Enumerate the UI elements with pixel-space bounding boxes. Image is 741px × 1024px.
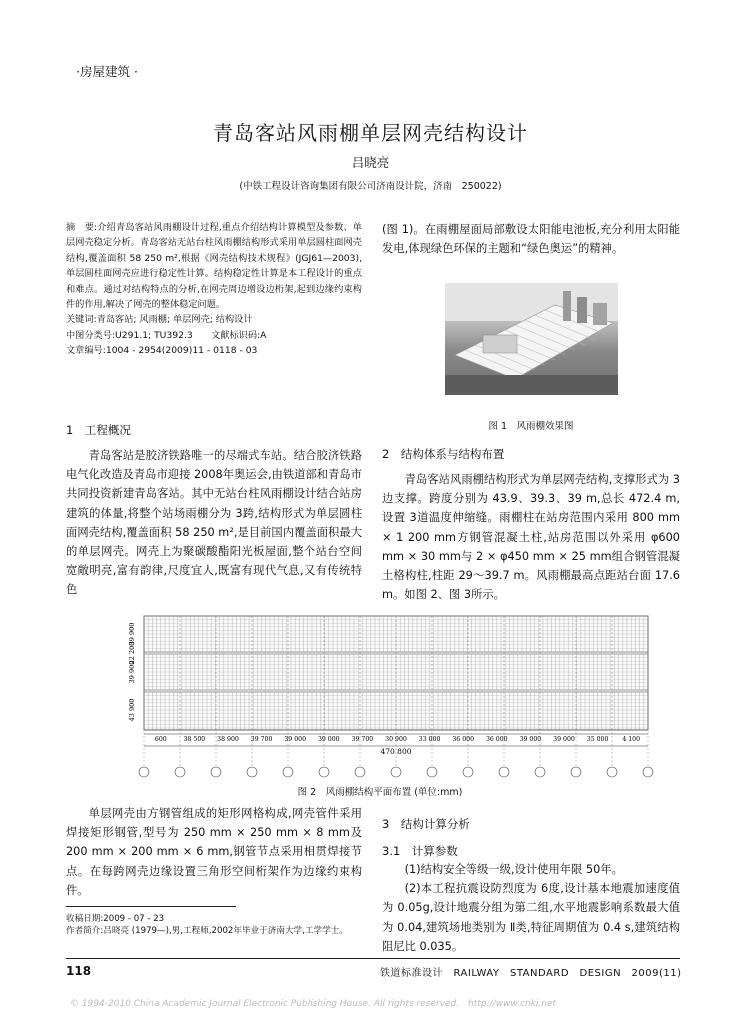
axis-bubble bbox=[463, 767, 473, 777]
figure-2-plan bbox=[100, 610, 660, 780]
axis-bubble bbox=[499, 767, 509, 777]
axis-bubble bbox=[427, 767, 437, 777]
bottom-dimension: 39 000 bbox=[553, 736, 575, 743]
left-dimension-labels bbox=[128, 623, 136, 722]
journal-name: 铁道标准设计 RAILWAY STANDARD DESIGN 2009(11) bbox=[380, 968, 682, 979]
axis-bubble bbox=[211, 767, 221, 777]
abstract-block bbox=[66, 220, 362, 359]
left-dimension: 43 900 bbox=[128, 698, 136, 722]
figure-1-rendering bbox=[445, 283, 618, 395]
bottom-dimension: 4 100 bbox=[622, 736, 641, 743]
section-2-body bbox=[382, 470, 680, 604]
bottom-dimension: 33 000 bbox=[418, 736, 441, 743]
author-bio: 作者简介:吕晓亮 (1979—),男,工程师,2002年毕业于济南大学,工学学士。 bbox=[66, 925, 348, 936]
bottom-dimension: 36 000 bbox=[485, 736, 508, 743]
article-number: 文章编号:1004 - 2954(2009)11 - 0118 - 03 bbox=[66, 345, 258, 357]
axis-bubble bbox=[283, 767, 293, 777]
keywords: 关键词:青岛客站; 风雨棚; 单层网壳; 结构设计 bbox=[66, 314, 253, 326]
footnote-divider bbox=[66, 906, 236, 907]
bottom-dimension: 39 000 bbox=[519, 736, 542, 743]
clc-number: 中图分类号:U291.1; TU392.3 文献标识码:A bbox=[66, 329, 267, 341]
bottom-dimension: 39 700 bbox=[250, 736, 273, 743]
axis-bubble bbox=[175, 767, 185, 777]
left-dimension: 22 200 bbox=[128, 641, 136, 665]
bottom-dimension: 38 900 bbox=[217, 736, 239, 743]
parameter-1: (1)结构安全等级一级,设计使用年限 50年。 bbox=[404, 863, 623, 876]
axis-bubble bbox=[139, 767, 149, 777]
author-affiliation: (中铁工程设计咨询集团有限公司济南设计院，济南 250022) bbox=[239, 181, 502, 192]
subsection-3-1-heading: 3.1 计算参数 bbox=[382, 844, 458, 858]
bottom-dimension: 38 500 bbox=[183, 736, 206, 743]
received-date: 收稿日期:2009 - 07 - 23 bbox=[66, 914, 165, 924]
axis-bubble bbox=[247, 767, 257, 777]
right-intro bbox=[382, 220, 680, 258]
axis-bubble bbox=[607, 767, 617, 777]
parameter-2: (2)本工程抗震设防烈度为 6度,设计基本地震加速度值为 0.05g,设计地震分组为第二组,水平地震影响系数最大值为 0.04,建筑场地类别为 Ⅱ类,特征周期值为 0.4 s,建筑结构阻尼比 0.035。 bbox=[382, 882, 680, 953]
right-intro-paragraph: (图 1)。在雨棚屋面局部敷设太阳能电池板,充分利用太阳能发电,体现绿色环保的主题和“绿色奥运”的精神。 bbox=[382, 223, 680, 256]
section-1-body bbox=[66, 446, 362, 600]
section-1-heading: 1 工程概况 bbox=[66, 423, 131, 437]
bottom-dimension: 35 000 bbox=[586, 736, 609, 743]
footnotes bbox=[66, 914, 362, 937]
bottom-dimension: 30 900 bbox=[385, 736, 407, 743]
bottom-dimension-labels bbox=[144, 734, 648, 743]
total-dimension-label: 470 800 bbox=[380, 747, 412, 756]
axis-bubble bbox=[571, 767, 581, 777]
section-1-paragraph: 青岛客站是胶济铁路唯一的尽端式车站。结合胶济铁路电气化改造及青岛市迎接 2008年奥运会,由铁道部和青岛市共同投资新建青岛客站。其中无站台柱风雨棚设计结合站房建筑的体量,将整个站场雨棚分为 3跨,结构形式为单层圆柱面网壳结构,覆盖面积 58 250 m²,是目前国内覆盖面积最大的单层网壳。网壳上为聚碳酸酯阳光板屋面,整个站台空间宽敞明亮,富有韵律,尺度宜人,既富有现代气息,又有传统特色 bbox=[66, 449, 362, 597]
section-3-heading: 3 结构计算分析 bbox=[382, 817, 470, 831]
axis-bubble bbox=[643, 767, 653, 777]
copyright-notice: © 1994-2010 China Academic Journal Electronic Publishing House. All rights reserved. http://www.cnki.net bbox=[70, 999, 557, 1009]
bottom-dimension: 36 000 bbox=[452, 736, 475, 743]
figure-2-caption: 图 2 风雨棚结构平面布置 (单位:mm) bbox=[297, 787, 463, 798]
axis-bubble bbox=[391, 767, 401, 777]
bottom-dimension: 600 bbox=[154, 736, 167, 743]
section-3-body bbox=[382, 860, 680, 956]
footer-divider bbox=[66, 958, 680, 959]
left-dimension: 39 900 bbox=[128, 660, 136, 684]
shell-description-paragraph: 单层网壳由方钢管组成的矩形网格构成,网壳管件采用焊接矩形钢管,型号为 250 mm × 250 mm × 8 mm及 200 mm × 200 mm × 6 mm,钢管节点采用相贯焊接节点。在每跨网壳边缘设置三角形空间桁架作为边缘约束构件。 bbox=[66, 807, 362, 897]
bottom-dimension: 39 000 bbox=[317, 736, 340, 743]
section-2-paragraph: 青岛客站风雨棚结构形式为单层网壳结构,支撑形式为 3边支撑。跨度分别为 43.9、39.3、39 m,总长 472.4 m,设置 3道温度伸缩缝。雨棚柱在站房范围内采用 800 mm × 1 200 mm方钢管混凝土柱,站房范围以外采用 φ600 mm × 30 mm与 2 × φ450 mm × 25 mm组合钢管混凝土格构柱,柱距 29～39.7 m。风雨棚最高点距站台面 17.6 m。如图 2、图 3所示。 bbox=[382, 473, 680, 602]
article-title: 青岛客站风雨棚单层网壳结构设计 bbox=[213, 121, 528, 145]
abstract-text: 摘 要:介绍青岛客站风雨棚设计过程,重点介绍结构计算模型及参数、单层网壳稳定分析。青岛客站无站台柱风雨棚结构形式采用单层圆柱面网壳结构,覆盖面积 58 250 m²,根据《网壳结构技术规程》(JGJ61—2003),单层圆柱面网壳应进行稳定性计算。结构稳定性计算是本工程设计的重点和难点。通过对结构特点的分析,在网壳周边增设边桁架,起到边缘约束构件的作用,解决了网壳的整体稳定问题。 bbox=[66, 222, 362, 311]
left-bottom-body bbox=[66, 804, 362, 900]
axis-bubble bbox=[355, 767, 365, 777]
rendering-drawing bbox=[445, 283, 618, 395]
author-name: 吕晓亮 bbox=[351, 155, 390, 170]
axis-bubble bbox=[535, 767, 545, 777]
bottom-dimension: 39 000 bbox=[284, 736, 307, 743]
left-dimension: 39 900 bbox=[128, 622, 136, 646]
section-2-heading: 2 结构体系与结构布置 bbox=[382, 447, 505, 461]
section-tag: ·房屋建筑 · bbox=[76, 64, 138, 79]
axis-bubble bbox=[319, 767, 329, 777]
figure-1-caption: 图 1 风雨棚效果图 bbox=[488, 421, 574, 432]
bottom-dimension: 39 700 bbox=[351, 736, 374, 743]
page-number: 118 bbox=[66, 964, 92, 978]
